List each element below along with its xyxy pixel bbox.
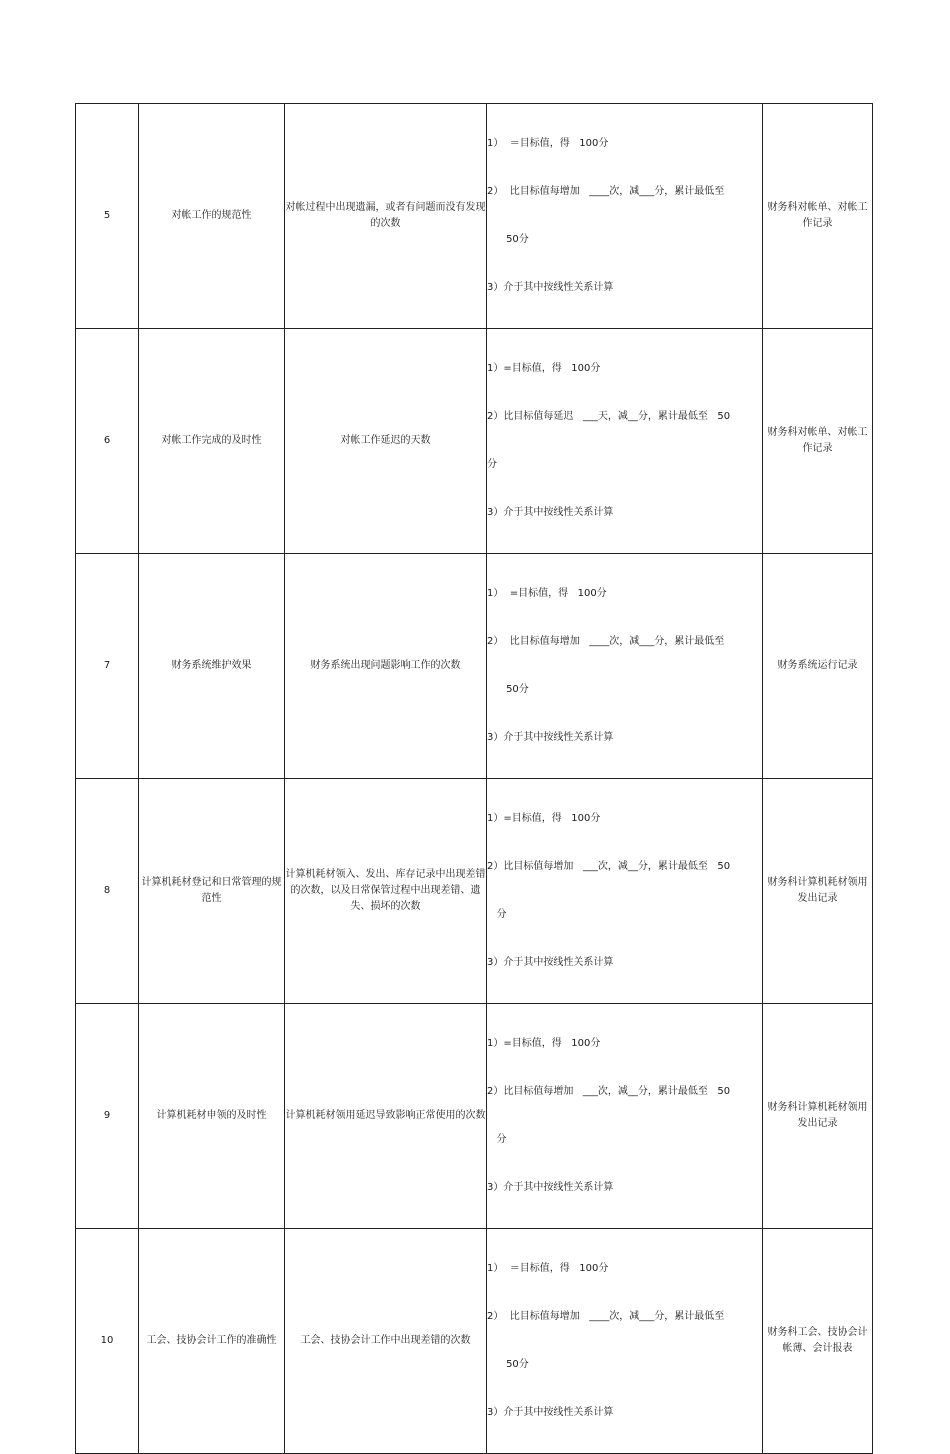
- data-source: 财务科工会、技协会计帐薄、会计报表: [763, 1229, 873, 1454]
- indicator-name: 计算机耗材申领的及时性: [139, 1004, 285, 1229]
- data-source: 财务科计算机耗材领用发出记录: [763, 779, 873, 1004]
- scoring-rule: [487, 1004, 763, 1229]
- table-row: [76, 1229, 873, 1454]
- row-number: 10: [76, 1229, 139, 1454]
- rule-line: 1）=目标值，得 100分: [487, 363, 601, 374]
- indicator-definition: 工会、技协会计工作中出现差错的次数: [285, 1229, 487, 1454]
- rule-line: 分: [487, 909, 507, 920]
- indicator-name: 财务系统维护效果: [139, 554, 285, 779]
- rule-line: 3）介于其中按线性关系计算: [487, 507, 614, 518]
- rule-line: 3）介于其中按线性关系计算: [487, 1182, 614, 1193]
- scoring-rule: [487, 1229, 763, 1454]
- rule-line: 2）比目标值每增加 ___次，减__分，累计最低至 50: [487, 861, 731, 872]
- data-source: 财务系统运行记录: [763, 554, 873, 779]
- row-number: 9: [76, 1004, 139, 1229]
- indicator-definition: 对帐工作延迟的天数: [285, 329, 487, 554]
- rule-line: 50分: [487, 684, 529, 695]
- indicator-name: 计算机耗材登记和日常管理的规范性: [139, 779, 285, 1004]
- rule-line: 3）介于其中按线性关系计算: [487, 282, 614, 293]
- table-row: [76, 554, 873, 779]
- rule-line: 1） =目标值，得 100分: [487, 588, 607, 599]
- rule-line: 50分: [487, 234, 529, 245]
- indicator-name: 对帐工作完成的及时性: [139, 329, 285, 554]
- rule-line: 3）介于其中按线性关系计算: [487, 732, 614, 743]
- rule-line: 分: [487, 1134, 507, 1145]
- rule-line: 2）比目标值每延迟 ___天，减__分，累计最低至 50: [487, 411, 731, 422]
- table-row: [76, 104, 873, 329]
- row-number: 5: [76, 104, 139, 329]
- indicator-definition: 计算机耗材领入、发出、库存记录中出现差错的次数，以及日常保管过程中出现差错、遗失、损坏的次数: [285, 779, 487, 1004]
- scoring-rule: [487, 779, 763, 1004]
- kpi-table: [75, 103, 873, 1454]
- data-source: 财务科对帐单、对帐工作记录: [763, 104, 873, 329]
- rule-line: 2）比目标值每增加 ___次，减__分，累计最低至 50: [487, 1086, 731, 1097]
- rule-line: 1）=目标值，得 100分: [487, 813, 601, 824]
- row-number: 6: [76, 329, 139, 554]
- rule-line: 1） ＝目标值，得 100分: [487, 138, 609, 149]
- rule-line: 3）介于其中按线性关系计算: [487, 957, 614, 968]
- table-row: [76, 329, 873, 554]
- indicator-definition: 对帐过程中出现遗漏，或者有问题而没有发现的次数: [285, 104, 487, 329]
- scoring-rule: [487, 329, 763, 554]
- indicator-name: 对帐工作的规范性: [139, 104, 285, 329]
- row-number: 7: [76, 554, 139, 779]
- rule-line: 1）=目标值，得 100分: [487, 1038, 601, 1049]
- rule-line: 50分: [487, 1359, 529, 1370]
- indicator-definition: 计算机耗材领用延迟导致影响正常使用的次数: [285, 1004, 487, 1229]
- indicator-name: 工会、技协会计工作的准确性: [139, 1229, 285, 1454]
- indicator-definition: 财务系统出现问题影响工作的次数: [285, 554, 487, 779]
- table-row: [76, 779, 873, 1004]
- rule-line: 3）介于其中按线性关系计算: [487, 1407, 614, 1418]
- data-source: 财务科计算机耗材领用发出记录: [763, 1004, 873, 1229]
- rule-line: 1） ＝目标值，得 100分: [487, 1263, 609, 1274]
- data-source: 财务科对帐单、对帐工作记录: [763, 329, 873, 554]
- rule-line: 分: [487, 459, 497, 470]
- row-number: 8: [76, 779, 139, 1004]
- rule-line: 2） 比目标值每增加 ____次，减___分，累计最低至: [487, 1311, 725, 1322]
- scoring-rule: [487, 104, 763, 329]
- rule-line: 2） 比目标值每增加 ____次，减___分，累计最低至: [487, 636, 725, 647]
- rule-line: 2） 比目标值每增加 ____次，减___分，累计最低至: [487, 186, 725, 197]
- table-row: [76, 1004, 873, 1229]
- scoring-rule: [487, 554, 763, 779]
